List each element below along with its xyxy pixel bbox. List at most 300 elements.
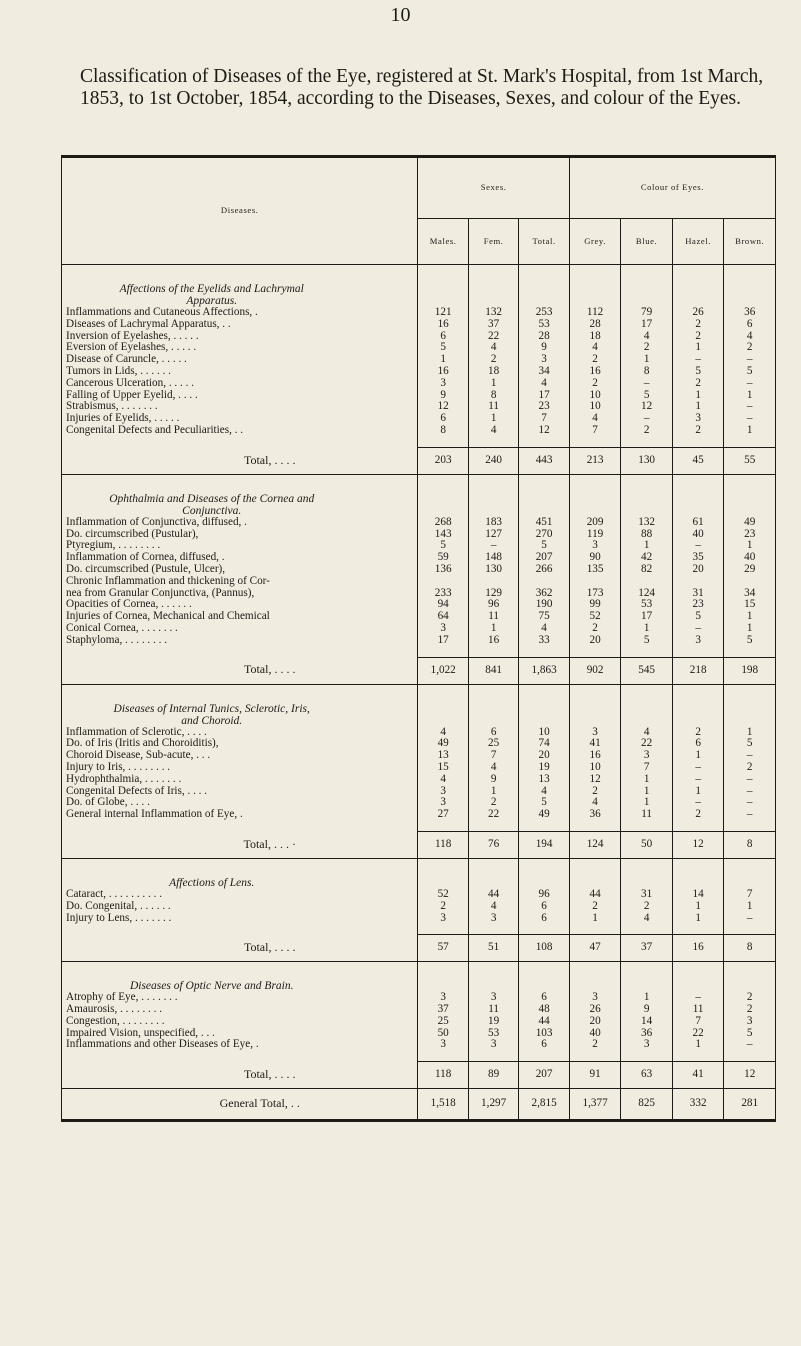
spacer-cell	[621, 647, 673, 658]
section-title-line: Ophthalmia and Diseases of the Cornea and	[109, 492, 315, 505]
value-cell: –	[672, 354, 724, 366]
value-cell: 2	[724, 992, 776, 1004]
table-row	[62, 889, 776, 901]
value-cell: 34	[724, 588, 776, 600]
total-cell: 198	[724, 657, 776, 684]
empty-cell	[672, 962, 724, 993]
value-cell: 49	[418, 738, 468, 750]
row-label: Atrophy of Eye, . . . . . . .	[66, 992, 178, 1004]
value-cell: 37	[468, 319, 518, 331]
value-cell	[468, 576, 518, 588]
spacer-cell	[519, 437, 569, 448]
value-cell: 1	[621, 786, 673, 798]
value-cell: 4	[468, 425, 518, 437]
value-cell: 130	[468, 564, 518, 576]
total-cell: 89	[468, 1062, 518, 1089]
section-title-line: Affections of the Eyelids and Lachrymal	[119, 283, 304, 295]
row-label: Tumors in Lids, . . . . . .	[66, 365, 171, 377]
value-cell: 6	[672, 738, 724, 750]
blue-header: Blue.	[621, 219, 673, 265]
total-cell: 841	[468, 657, 518, 684]
value-cell: 3	[569, 540, 621, 552]
spacer-cell	[519, 821, 569, 832]
row-label: Inflammations and Cutaneous Affections, .	[66, 307, 258, 318]
spacer-cell	[621, 924, 673, 935]
empty-cell	[519, 858, 569, 889]
value-cell: 10	[569, 762, 621, 774]
row-label: Ptyregium, . . . . . . . .	[66, 540, 161, 552]
row-label: Cancerous Ulceration, . . . . .	[66, 377, 194, 389]
value-cell: 4	[519, 623, 569, 635]
row-label: Impaired Vision, unspecified, . . .	[66, 1027, 215, 1039]
value-cell: 11	[468, 611, 518, 623]
empty-cell	[519, 684, 569, 727]
table-row	[62, 738, 776, 750]
value-cell: 20	[519, 750, 569, 762]
value-cell: 3	[418, 623, 468, 635]
value-cell: 2	[569, 623, 621, 635]
total-cell: 130	[621, 447, 673, 474]
empty-cell	[569, 962, 621, 993]
value-cell: 148	[468, 552, 518, 564]
page-number: 10	[390, 4, 411, 26]
value-cell: 22	[468, 809, 518, 821]
row-label: Eversion of Eyelashes, . . . . .	[66, 342, 197, 354]
value-cell: 14	[621, 1016, 673, 1028]
section-title	[62, 684, 418, 727]
value-cell: –	[724, 401, 776, 413]
total-cell: 203	[418, 447, 468, 474]
empty-cell	[418, 962, 468, 993]
total-cell: 57	[418, 935, 468, 962]
spacer-cell	[468, 437, 518, 448]
value-cell: 3	[672, 413, 724, 425]
value-cell: 6	[418, 331, 468, 343]
section-title	[62, 962, 418, 993]
value-cell: 1	[724, 390, 776, 402]
value-cell: 132	[468, 307, 518, 319]
table-row	[62, 529, 776, 541]
row-label: Congestion, . . . . . . . .	[66, 1015, 165, 1027]
value-cell: 5	[519, 540, 569, 552]
section-title	[62, 858, 418, 889]
value-cell: –	[672, 992, 724, 1004]
table-row	[62, 797, 776, 809]
section-title	[62, 474, 418, 517]
spacer-cell	[418, 647, 468, 658]
value-cell: 96	[468, 599, 518, 611]
total-cell: 108	[519, 935, 569, 962]
spacer-cell	[672, 437, 724, 448]
value-cell: 2	[468, 354, 518, 366]
empty-cell	[519, 962, 569, 993]
value-cell: 42	[621, 552, 673, 564]
total-label: Total, . . . .	[62, 447, 418, 474]
spacer-cell	[468, 924, 518, 935]
value-cell: 3	[418, 913, 468, 925]
value-cell: 36	[621, 1028, 673, 1040]
value-cell: 4	[621, 331, 673, 343]
value-cell: 2	[569, 354, 621, 366]
value-cell: 1	[672, 786, 724, 798]
spacer-cell	[569, 647, 621, 658]
value-cell: 3	[468, 913, 518, 925]
value-cell: 4	[621, 913, 673, 925]
value-cell: –	[621, 413, 673, 425]
total-cell: 1,022	[418, 657, 468, 684]
value-cell: –	[621, 378, 673, 390]
spacer-cell	[621, 437, 673, 448]
spacer-cell	[418, 1051, 468, 1062]
value-cell: 1	[724, 425, 776, 437]
section-title-row	[62, 684, 776, 727]
value-cell: 3	[418, 797, 468, 809]
value-cell: 88	[621, 529, 673, 541]
table-row	[62, 413, 776, 425]
total-cell: 47	[569, 935, 621, 962]
table-body	[62, 265, 776, 1121]
total-cell: 1,863	[519, 657, 569, 684]
value-cell: 17	[621, 611, 673, 623]
spacer-row	[62, 924, 776, 935]
value-cell: 7	[621, 762, 673, 774]
table-row	[62, 366, 776, 378]
fem-header: Fem.	[468, 219, 518, 265]
row-label: Inversion of Eyelashes, . . . . .	[66, 330, 199, 342]
value-cell: 11	[621, 809, 673, 821]
table-row	[62, 611, 776, 623]
empty-cell	[569, 265, 621, 308]
value-cell: 17	[621, 319, 673, 331]
value-cell: 129	[468, 588, 518, 600]
general-total-cell: 825	[621, 1089, 673, 1121]
value-cell: 22	[672, 1028, 724, 1040]
grey-header: Grey.	[569, 219, 621, 265]
value-cell: 190	[519, 599, 569, 611]
table-row	[62, 1004, 776, 1016]
row-label: Opacities of Cornea, . . . . . .	[66, 599, 192, 611]
empty-cell	[621, 684, 673, 727]
value-cell: 3	[468, 992, 518, 1004]
table-row	[62, 342, 776, 354]
spacer-cell	[724, 437, 776, 448]
value-cell: 12	[569, 774, 621, 786]
value-cell: 22	[468, 331, 518, 343]
value-cell: 5	[621, 390, 673, 402]
value-cell: 270	[519, 529, 569, 541]
males-header: Males.	[418, 219, 468, 265]
value-cell: 2	[672, 378, 724, 390]
value-cell: 2	[724, 342, 776, 354]
section-title	[62, 265, 418, 308]
table-row	[62, 786, 776, 798]
row-label: Congenital Defects and Peculiarities, . .	[66, 424, 244, 436]
value-cell: 5	[418, 540, 468, 552]
value-cell: 1	[569, 913, 621, 925]
table-row	[62, 552, 776, 564]
value-cell: 268	[418, 517, 468, 529]
value-cell: 124	[621, 588, 673, 600]
value-cell: 1	[672, 901, 724, 913]
value-cell: 5	[418, 342, 468, 354]
value-cell: 52	[569, 611, 621, 623]
spacer-cell	[468, 647, 518, 658]
value-cell: 3	[418, 992, 468, 1004]
total-cell: 194	[519, 831, 569, 858]
table-row	[62, 564, 776, 576]
table-row	[62, 762, 776, 774]
value-cell: 40	[724, 552, 776, 564]
value-cell: –	[672, 774, 724, 786]
value-cell: 15	[724, 599, 776, 611]
value-cell: –	[724, 378, 776, 390]
empty-cell	[418, 684, 468, 727]
value-cell: 2	[569, 901, 621, 913]
value-cell: 26	[569, 1004, 621, 1016]
value-cell: 31	[672, 588, 724, 600]
value-cell: 12	[621, 401, 673, 413]
value-cell: 2	[621, 901, 673, 913]
total-cell: 37	[621, 935, 673, 962]
value-cell: 3	[621, 750, 673, 762]
spacer-cell	[569, 1051, 621, 1062]
total-cell: 63	[621, 1062, 673, 1089]
value-cell: 23	[672, 599, 724, 611]
value-cell: –	[724, 413, 776, 425]
value-cell: 23	[724, 529, 776, 541]
general-total-row	[62, 1089, 776, 1121]
value-cell: 6	[519, 992, 569, 1004]
value-cell: 36	[569, 809, 621, 821]
spacer-cell	[724, 924, 776, 935]
row-label: Do. circumscribed (Pustular),	[66, 528, 199, 540]
value-cell: 1	[672, 390, 724, 402]
value-cell: 11	[468, 1004, 518, 1016]
row-label: Inflammation of Conjunctiva, diffused, .	[66, 516, 247, 528]
value-cell: –	[724, 774, 776, 786]
value-cell: 5	[519, 797, 569, 809]
value-cell: 11	[468, 401, 518, 413]
empty-cell	[724, 265, 776, 308]
empty-cell	[468, 962, 518, 993]
value-cell: 19	[519, 762, 569, 774]
value-cell: 26	[672, 307, 724, 319]
value-cell: 3	[468, 1039, 518, 1051]
total-cell: 124	[569, 831, 621, 858]
value-cell: –	[672, 623, 724, 635]
table-row	[62, 517, 776, 529]
value-cell: 1	[621, 992, 673, 1004]
row-label: General internal Inflammation of Eye, .	[66, 809, 243, 821]
value-cell: –	[672, 762, 724, 774]
value-cell: 1	[724, 901, 776, 913]
value-cell: 5	[724, 366, 776, 378]
value-cell: 2	[672, 331, 724, 343]
value-cell: 1	[724, 727, 776, 739]
total-cell: 545	[621, 657, 673, 684]
value-cell: 75	[519, 611, 569, 623]
row-label: Inflammations and other Diseases of Eye, .	[66, 1039, 259, 1051]
value-cell: 52	[418, 889, 468, 901]
section-total-row	[62, 657, 776, 684]
spacer-cell	[468, 821, 518, 832]
spacer-cell	[621, 1051, 673, 1062]
value-cell: –	[724, 750, 776, 762]
table-row	[62, 401, 776, 413]
table-row	[62, 588, 776, 600]
empty-cell	[621, 265, 673, 308]
value-cell: 8	[468, 390, 518, 402]
table-row	[62, 1039, 776, 1051]
row-label: Do. of Iris (Iritis and Choroiditis),	[66, 738, 219, 750]
spacer-cell	[672, 647, 724, 658]
table-row	[62, 750, 776, 762]
value-cell: 1	[672, 1039, 724, 1051]
value-cell: 1	[672, 401, 724, 413]
value-cell: 5	[724, 1028, 776, 1040]
value-cell: 64	[418, 611, 468, 623]
value-cell: 2	[724, 762, 776, 774]
value-cell: 207	[519, 552, 569, 564]
section-total-row	[62, 447, 776, 474]
value-cell: 1	[468, 623, 518, 635]
empty-cell	[468, 474, 518, 517]
value-cell: 4	[724, 331, 776, 343]
total-cell: 8	[724, 935, 776, 962]
value-cell: 3	[724, 1016, 776, 1028]
general-total-cell: 1,297	[468, 1089, 518, 1121]
value-cell: –	[724, 913, 776, 925]
value-cell: 119	[569, 529, 621, 541]
value-cell: 16	[569, 750, 621, 762]
value-cell: 3	[621, 1039, 673, 1051]
general-total-cell: 332	[672, 1089, 724, 1121]
total-cell: 213	[569, 447, 621, 474]
value-cell: –	[724, 786, 776, 798]
general-total-cell: 281	[724, 1089, 776, 1121]
value-cell: 37	[418, 1004, 468, 1016]
empty-cell	[672, 858, 724, 889]
table-row	[62, 901, 776, 913]
row-label: Diseases of Lachrymal Apparatus, . .	[66, 318, 231, 330]
value-cell: 33	[519, 635, 569, 647]
sexes-header: Sexes.	[418, 157, 569, 219]
value-cell: 253	[519, 307, 569, 319]
value-cell: 12	[418, 401, 468, 413]
row-label: Do. Congenital, . . . . . .	[66, 900, 171, 912]
value-cell: 44	[569, 889, 621, 901]
value-cell	[418, 576, 468, 588]
value-cell: 2	[672, 809, 724, 821]
value-cell: 7	[569, 425, 621, 437]
brown-header: Brown.	[724, 219, 776, 265]
value-cell: 31	[621, 889, 673, 901]
section-title-line: and Choroid.	[181, 714, 243, 727]
value-cell: 5	[621, 635, 673, 647]
spacer-cell	[418, 437, 468, 448]
value-cell: 4	[569, 342, 621, 354]
value-cell: 7	[672, 1016, 724, 1028]
value-cell: 99	[569, 599, 621, 611]
value-cell: 1	[621, 623, 673, 635]
value-cell: 9	[468, 774, 518, 786]
colour-header: Colour of Eyes.	[569, 157, 775, 219]
general-total-cell: 1,377	[569, 1089, 621, 1121]
total-cell: 50	[621, 831, 673, 858]
value-cell: 16	[468, 635, 518, 647]
value-cell: 59	[418, 552, 468, 564]
total-cell: 12	[724, 1062, 776, 1089]
value-cell: 2	[569, 1039, 621, 1051]
row-label: Falling of Upper Eyelid, . . . .	[66, 389, 198, 401]
value-cell: 2	[672, 319, 724, 331]
value-cell: 5	[724, 738, 776, 750]
spacer-cell	[468, 1051, 518, 1062]
total-cell: 218	[672, 657, 724, 684]
value-cell: 1	[468, 413, 518, 425]
value-cell: 14	[672, 889, 724, 901]
value-cell: 22	[621, 738, 673, 750]
spacer-cell	[672, 821, 724, 832]
value-cell: 7	[519, 413, 569, 425]
spacer-cell	[672, 1051, 724, 1062]
table-row	[62, 1016, 776, 1028]
section-total-row	[62, 1062, 776, 1089]
value-cell: 44	[468, 889, 518, 901]
section-title-line: Diseases of Optic Nerve and Brain.	[129, 980, 294, 993]
value-cell: 9	[519, 342, 569, 354]
row-label: Strabismus, . . . . . . .	[66, 401, 158, 413]
row-label: Injury to Lens, . . . . . . .	[66, 912, 172, 924]
row-label: Do. circumscribed (Pustule, Ulcer),	[66, 563, 226, 575]
value-cell: 6	[418, 413, 468, 425]
table-row	[62, 331, 776, 343]
row-label: Cataract, . . . . . . . . . .	[66, 888, 163, 900]
general-total-label: General Total, . .	[219, 1096, 300, 1111]
value-cell: 1	[672, 342, 724, 354]
total-header: Total.	[519, 219, 569, 265]
value-cell: 4	[569, 413, 621, 425]
value-cell: 451	[519, 517, 569, 529]
total-cell: 443	[519, 447, 569, 474]
value-cell: 233	[418, 588, 468, 600]
total-label: Total, . . . .	[62, 1062, 418, 1089]
value-cell: 2	[672, 727, 724, 739]
value-cell: 6	[724, 319, 776, 331]
section-title-row	[62, 265, 776, 308]
spacer-row	[62, 1051, 776, 1062]
value-cell: 2	[621, 425, 673, 437]
value-cell: 40	[569, 1028, 621, 1040]
empty-cell	[468, 265, 518, 308]
value-cell: 1	[621, 774, 673, 786]
value-cell	[621, 576, 673, 588]
value-cell: 2	[621, 342, 673, 354]
value-cell: 2	[418, 901, 468, 913]
value-cell: 2	[724, 1004, 776, 1016]
value-cell: 4	[468, 901, 518, 913]
value-cell: –	[724, 354, 776, 366]
value-cell: 1	[724, 540, 776, 552]
value-cell: 4	[468, 342, 518, 354]
table-row	[62, 1028, 776, 1040]
value-cell: 2	[672, 425, 724, 437]
spacer-cell	[418, 821, 468, 832]
value-cell: –	[724, 797, 776, 809]
value-cell: 1	[468, 378, 518, 390]
value-cell: 6	[519, 913, 569, 925]
table-row	[62, 576, 776, 588]
